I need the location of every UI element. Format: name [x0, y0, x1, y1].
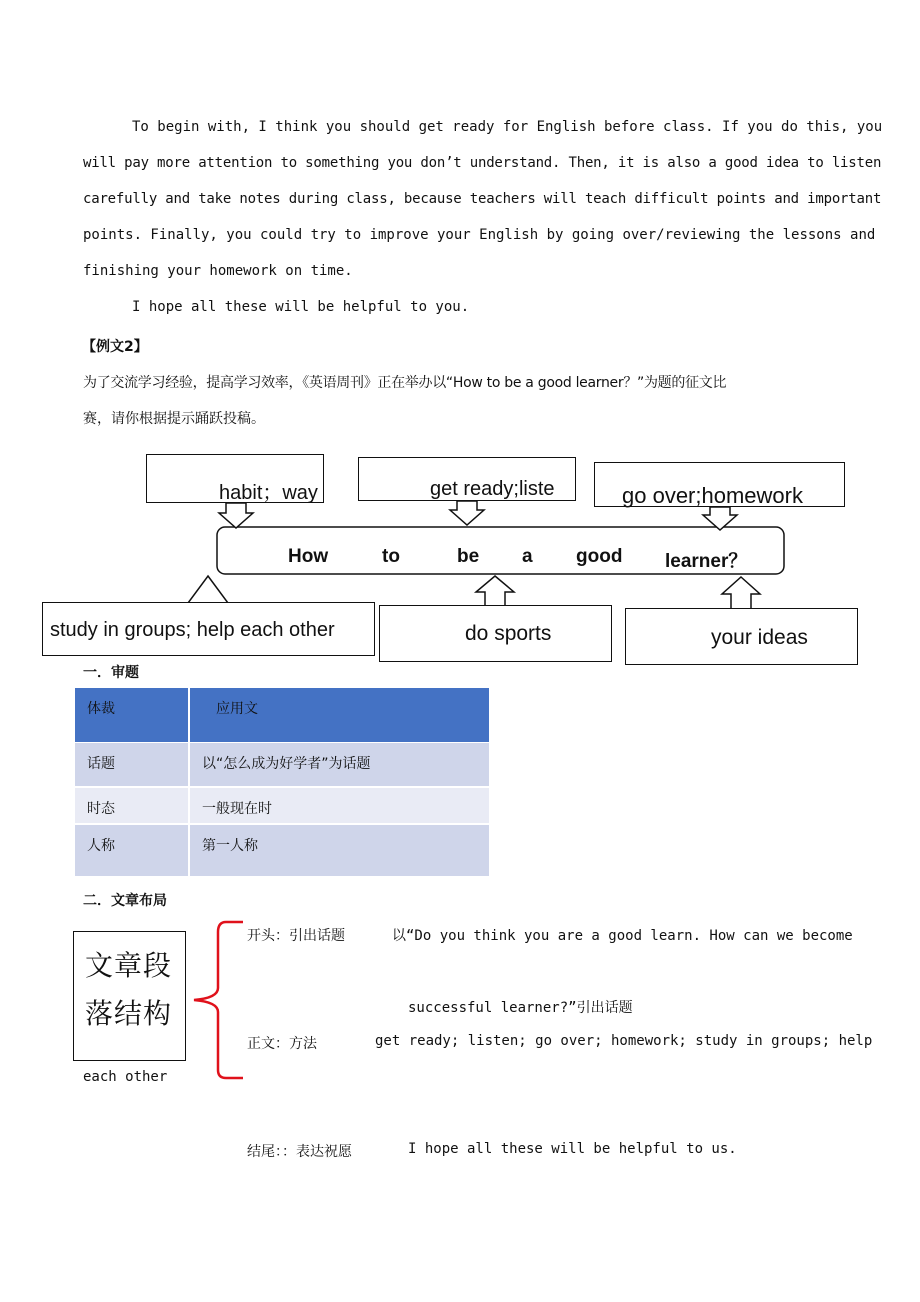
- topic-box-get-ready-label: get ready;liste: [430, 478, 555, 500]
- topic-box-study-groups-label: study in groups; help each other: [50, 619, 335, 641]
- topic-box-habit: [146, 454, 324, 503]
- center-word-learner: learner？: [665, 551, 748, 572]
- arrow-up-mid: [476, 576, 514, 606]
- topic-box-sports: [379, 605, 612, 662]
- table-cell-label: 人称: [75, 825, 188, 876]
- body-text-2: each other: [83, 1069, 168, 1085]
- topic-box-go-over-label: go over;homework: [622, 483, 803, 508]
- section-1-title: 一．审题: [83, 665, 139, 681]
- table-cell-label: 时态: [75, 788, 188, 823]
- center-word-how: How: [288, 546, 329, 567]
- center-word-to: to: [382, 546, 400, 567]
- ending-label: 结尾：：表达祝愿: [247, 1144, 352, 1160]
- essay-line-4: points. Finally, you could try to improve your English by going over/reviewing the lessons and: [83, 227, 876, 243]
- ending-text: I hope all these will be helpful to us.: [408, 1141, 737, 1157]
- structure-label-box: [73, 931, 186, 1061]
- structure-label-line-2: 落结构: [85, 997, 173, 1030]
- table-cell-value: 以“怎么成为好学者”为话题: [190, 743, 489, 786]
- topic-box-ideas-label: your ideas: [711, 626, 808, 649]
- arrow-down-left: [219, 503, 253, 528]
- example-heading: 【例文2】: [82, 339, 148, 355]
- opening-label: 开头：引出话题: [247, 928, 345, 944]
- example-prompt-line-1: 为了交流学习经验，提高学习效率，《英语周刊》正在举办以“How to be a good learner？”为题的征文比: [83, 375, 727, 391]
- essay-line-5: finishing your homework on time.: [83, 263, 353, 279]
- opening-text: 以“Do you think you are a good learn. How can we become: [392, 928, 853, 944]
- topic-box-go-over: [594, 462, 845, 507]
- arrow-down-mid: [450, 501, 484, 525]
- essay-line-6: I hope all these will be helpful to you.: [132, 299, 470, 315]
- example-prompt-line-2: 赛，请你根据提示踊跃投稿。: [83, 411, 265, 427]
- center-word-be: be: [457, 546, 480, 567]
- essay-line-1: To begin with, I think you should get ready for English before class. If you do this, you: [132, 119, 883, 135]
- topic-box-study-groups: [42, 602, 375, 656]
- essay-line-3: carefully and take notes during class, because teachers will teach difficult points and important: [83, 191, 882, 207]
- body-text: get ready; listen; go over; homework; study in groups; help: [375, 1033, 873, 1049]
- curly-brace-icon: [190, 918, 250, 1084]
- body-label: 正文：方法: [247, 1036, 317, 1052]
- arrow-up-right: [722, 577, 760, 609]
- center-word-a: a: [522, 546, 533, 567]
- arrow-up-left: [188, 576, 228, 603]
- table-cell-label: 体裁: [75, 688, 188, 742]
- table-cell-label: 话题: [75, 743, 188, 786]
- opening-text-2: successful learner?”引出话题: [408, 1000, 633, 1016]
- table-cell-value: 第一人称: [190, 825, 489, 876]
- topic-box-ideas: [625, 608, 858, 665]
- table-cell-value: 应用文: [190, 688, 489, 742]
- topic-box-sports-label: do sports: [465, 622, 552, 645]
- essay-line-2: will pay more attention to something you don’t understand. Then, it is also a good idea to listen: [83, 155, 882, 171]
- structure-label-line-1: 文章段: [85, 949, 173, 982]
- center-word-good: good: [576, 546, 623, 567]
- section-2-title: 二．文章布局: [83, 893, 167, 909]
- table-cell-value: 一般现在时: [190, 788, 489, 823]
- topic-box-habit-label: habit；way: [219, 482, 318, 504]
- topic-box-get-ready: [358, 457, 576, 501]
